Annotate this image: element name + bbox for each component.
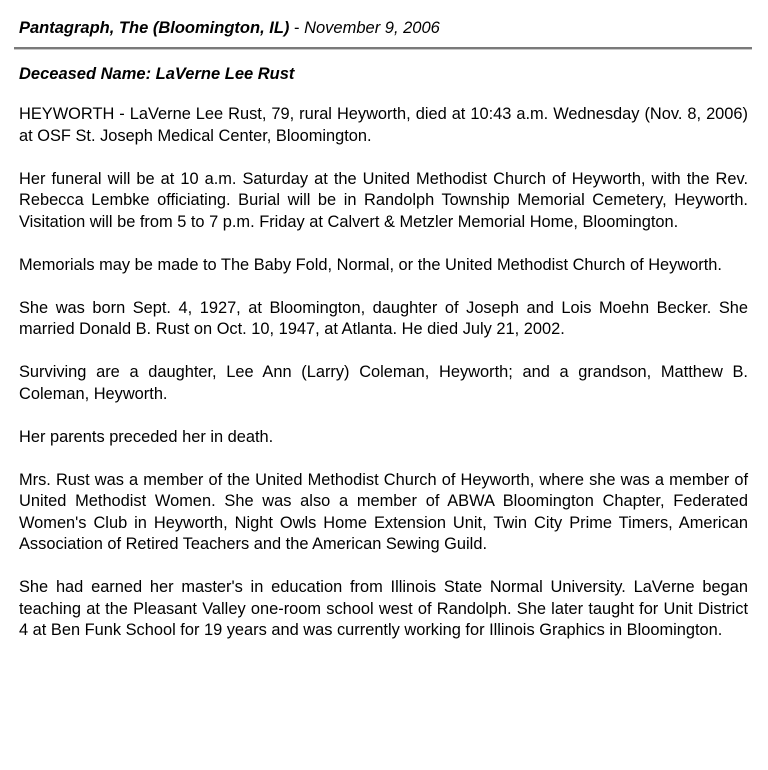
header-divider bbox=[14, 47, 752, 50]
publication-name: Pantagraph, The (Bloomington, IL) bbox=[19, 19, 290, 37]
publication-date: November 9, 2006 bbox=[304, 19, 440, 37]
obituary-body bbox=[19, 104, 748, 663]
obituary-paragraph: Her funeral will be at 10 a.m. Saturday at the United Methodist Church of Heyworth, with the Rev. Rebecca Lembke officiating. Burial will be in Randolph Township Memorial Cemetery, Heyworth. Visitation will be from 5 to 7 p.m. Friday at Calvert & Metzler Memorial Home, Bloomington. bbox=[19, 169, 748, 231]
obituary-paragraph: Her parents preceded her in death. bbox=[19, 427, 274, 446]
obituary-paragraph: Mrs. Rust was a member of the United Methodist Church of Heyworth, where she was a member of United Methodist Women. She was also a member of ABWA Bloomington Chapter, Federated Women's Club in Heyworth, Night Owls Home Extension Unit, Twin City Prime Timers, American Association of Retired Teachers and the American Sewing Guild. bbox=[19, 470, 748, 553]
deceased-name-heading: Deceased Name: LaVerne Lee Rust bbox=[19, 65, 295, 83]
obituary-paragraph: She was born Sept. 4, 1927, at Bloomington, daughter of Joseph and Lois Moehn Becker. She married Donald B. Rust on Oct. 10, 1947, at Atlanta. He died July 21, 2002. bbox=[19, 298, 748, 338]
header-separator: - bbox=[289, 19, 305, 37]
obituary-paragraph: She had earned her master's in education from Illinois State Normal University. LaVerne began teaching at the Pleasant Valley one-room school west of Randolph. She later taught for Unit District 4 at Ben Funk School for 19 years and was currently working for Illinois Graphics in Bloomington. bbox=[19, 578, 748, 639]
article-header bbox=[19, 16, 440, 40]
obituary-paragraph: Memorials may be made to The Baby Fold, Normal, or the United Methodist Church of Heyworth. bbox=[19, 255, 722, 274]
obituary-paragraph: HEYWORTH - LaVerne Lee Rust, 79, rural Heyworth, died at 10:43 a.m. Wednesday (Nov. 8, 2006) at OSF St. Joseph Medical Center, Bloomington. bbox=[19, 105, 748, 145]
obituary-paragraph: Surviving are a daughter, Lee Ann (Larry) Coleman, Heyworth; and a grandson, Matthew B. Coleman, Heyworth. bbox=[19, 363, 748, 403]
